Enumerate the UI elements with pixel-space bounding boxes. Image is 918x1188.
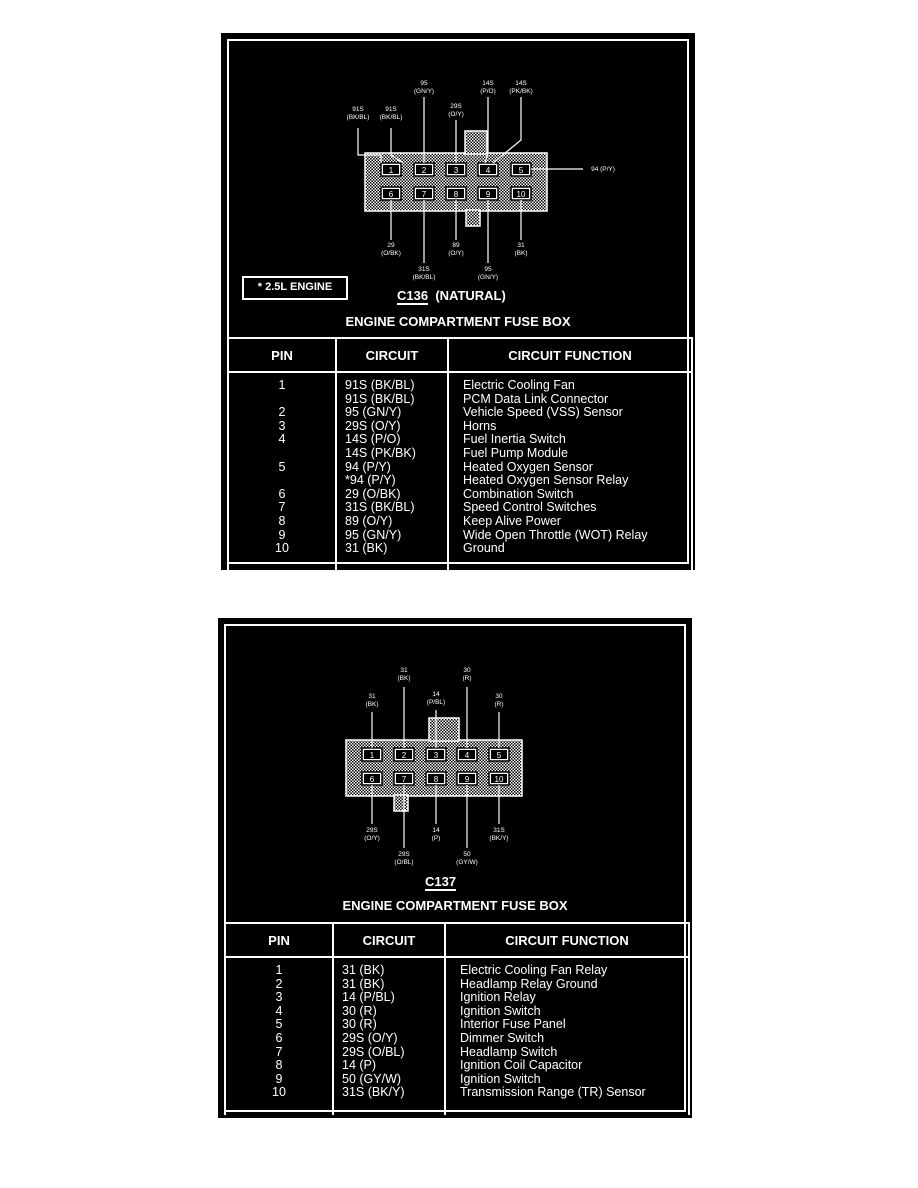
c136-pin-8 — [446, 187, 466, 200]
c136-pin-9 — [478, 187, 498, 200]
c137-connector-id: C137 — [425, 874, 457, 889]
table-cell: 3 — [275, 990, 283, 1005]
table-cell: 5 — [278, 459, 286, 474]
svg-text:7: 7 — [421, 190, 427, 199]
c137-key-top — [429, 718, 459, 741]
table-cell: Electric Cooling Fan — [463, 378, 575, 392]
c136-pin-5 — [511, 163, 531, 176]
c136-wire-label: (BK) — [514, 250, 528, 257]
table-cell: 10 — [275, 541, 289, 556]
c136-wire-label: 91S — [352, 106, 364, 113]
c136-wire-label: (GN/Y) — [477, 274, 499, 281]
svg-text:1: 1 — [388, 166, 394, 175]
c136-pin-6 — [381, 187, 401, 200]
c136-connector-suffix: (NATURAL) — [435, 288, 506, 303]
c137-wire-label: (P) — [431, 835, 441, 842]
table-cell: 95 (GN/Y) — [345, 527, 402, 542]
c136-wire-label: 91S — [385, 106, 397, 113]
svg-text:2: 2 — [421, 166, 427, 175]
table-cell: 31 (BK) — [342, 976, 385, 991]
table-cell: Vehicle Speed (VSS) Sensor — [463, 405, 623, 420]
table-cell: Ignition Switch — [460, 1071, 541, 1086]
c136-wire-label: 31S — [418, 266, 430, 273]
c136-wire-label: 95 — [484, 266, 492, 273]
table-cell: 29S (O/Y) — [345, 418, 401, 433]
c137-circuit-column — [333, 957, 445, 1115]
c137-pin-column — [225, 957, 333, 1115]
svg-text:8: 8 — [453, 190, 459, 199]
table-cell: Heated Oxygen Sensor — [463, 459, 593, 474]
c136-wire-label: (GN/Y) — [413, 88, 435, 95]
svg-text:9: 9 — [464, 775, 470, 784]
c136-panel — [221, 33, 695, 570]
svg-text:4: 4 — [485, 166, 491, 175]
c137-pin-10 — [489, 772, 509, 785]
table-cell: 10 — [272, 1085, 286, 1100]
svg-text:1: 1 — [369, 751, 375, 760]
c137-key-bottom — [394, 795, 408, 811]
c136-wire-label: 14S — [515, 80, 527, 87]
c137-wire-label: (R) — [494, 701, 504, 708]
table-cell: 31 (BK) — [342, 963, 385, 977]
c137-header-function: CIRCUIT FUNCTION — [445, 923, 689, 957]
c137-wire-label: 14 — [432, 691, 440, 698]
table-cell: Speed Control Switches — [463, 500, 597, 515]
table-cell: 91S (BK/BL) — [345, 391, 415, 406]
c136-header-function: CIRCUIT FUNCTION — [448, 338, 692, 372]
table-cell: 14 (P/BL) — [342, 990, 395, 1005]
table-cell: 1 — [278, 378, 286, 392]
c137-wire-label: 31 — [368, 693, 376, 700]
table-cell: 14S (PK/BK) — [345, 445, 416, 460]
table-cell: Ignition Relay — [460, 990, 536, 1005]
table-cell: Headlamp Relay Ground — [460, 976, 598, 991]
table-cell: 2 — [275, 976, 283, 991]
c137-location-title: ENGINE COMPARTMENT FUSE BOX — [342, 898, 568, 913]
table-cell: 4 — [275, 1003, 283, 1018]
c136-pin-table — [227, 337, 693, 570]
table-cell: 31S (BK/BL) — [345, 500, 415, 515]
svg-text:6: 6 — [369, 775, 375, 784]
table-cell: 14S (P/O) — [345, 432, 401, 447]
c137-pin-9 — [457, 772, 477, 785]
table-cell: Electric Cooling Fan Relay — [460, 963, 608, 977]
table-cell: 31 (BK) — [345, 541, 388, 556]
table-cell: 14 (P) — [342, 1058, 377, 1073]
c137-wire-label: (P/BL) — [426, 699, 446, 706]
table-cell: Horns — [463, 418, 497, 433]
table-cell: 95 (GN/Y) — [345, 405, 402, 420]
c137-wire-label: (O/BL) — [394, 859, 414, 866]
svg-text:4: 4 — [464, 751, 470, 760]
table-cell: 2 — [278, 405, 286, 420]
c137-wire-label: 29S — [398, 851, 410, 858]
table-cell: Ignition Coil Capacitor — [460, 1058, 583, 1073]
table-cell: Fuel Inertia Switch — [463, 432, 566, 447]
table-cell: 6 — [275, 1030, 283, 1045]
table-cell: 91S (BK/BL) — [345, 378, 415, 392]
c136-header-pin: PIN — [228, 338, 336, 372]
c137-wire-label: 14 — [432, 827, 440, 834]
c136-wire-label: 14S — [482, 80, 494, 87]
c137-function-column — [445, 957, 689, 1115]
table-cell: 50 (GY/W) — [342, 1071, 402, 1086]
c136-pin-2 — [414, 163, 434, 176]
c136-wire-label: (O/BK) — [381, 250, 401, 257]
table-cell: 3 — [278, 418, 286, 433]
c136-wire-label: 29S — [450, 103, 462, 110]
table-cell: 7 — [278, 500, 286, 515]
table-cell: 5 — [275, 1017, 283, 1032]
table-cell: 6 — [278, 486, 286, 501]
svg-text:5: 5 — [518, 166, 524, 175]
c137-wire-label: (BK/Y) — [489, 835, 509, 842]
c137-pin-2 — [394, 748, 414, 761]
svg-text:10: 10 — [494, 775, 504, 784]
svg-text:6: 6 — [388, 190, 394, 199]
table-cell: 89 (O/Y) — [345, 513, 393, 528]
table-cell: Ground — [463, 541, 505, 556]
table-cell: Wide Open Throttle (WOT) Relay — [463, 527, 648, 542]
svg-text:3: 3 — [433, 751, 439, 760]
c137-wire-label: (R) — [462, 675, 472, 682]
c137-pin-4 — [457, 748, 477, 761]
c137-wire-label: (BK) — [365, 701, 379, 708]
c137-pin-table — [224, 922, 690, 1115]
c137-wire-label: (O/Y) — [364, 835, 380, 842]
c137-wire-label: (GY/W) — [456, 859, 478, 866]
c136-wire-label: (BK/BL) — [346, 114, 370, 121]
c136-wire-label: 29 — [387, 242, 395, 249]
c136-wire-label: 95 — [420, 80, 428, 87]
table-cell — [230, 447, 334, 461]
c137-wire-label: 30 — [495, 693, 503, 700]
table-cell — [230, 474, 334, 488]
c136-wire-label: (O/Y) — [448, 111, 464, 118]
c136-location-title: ENGINE COMPARTMENT FUSE BOX — [345, 314, 571, 329]
c136-key-top — [465, 131, 487, 154]
table-cell: Transmission Range (TR) Sensor — [460, 1085, 646, 1100]
c137-wire-label: 31 — [400, 667, 408, 674]
c137-connector-diagram — [220, 620, 690, 880]
c137-wire-label: (BK) — [397, 675, 411, 682]
table-cell: *94 (P/Y) — [345, 473, 396, 488]
c136-header-circuit: CIRCUIT — [336, 338, 448, 372]
c136-pin-column — [228, 372, 336, 570]
svg-text:3: 3 — [453, 166, 459, 175]
table-cell: Headlamp Switch — [460, 1044, 558, 1059]
table-cell: 29 (O/BK) — [345, 486, 401, 501]
c137-wire-label: 30 — [463, 667, 471, 674]
table-cell: 8 — [275, 1058, 283, 1073]
c136-wire-label: 94 (P/Y) — [591, 166, 615, 173]
table-cell: Keep Alive Power — [463, 513, 561, 528]
table-cell: 30 (R) — [342, 1017, 377, 1032]
table-cell — [230, 393, 334, 407]
svg-text:7: 7 — [401, 775, 407, 784]
c137-pin-8 — [426, 772, 446, 785]
c136-wire-label: (PK/BK) — [509, 88, 533, 95]
table-cell: Heated Oxygen Sensor Relay — [463, 473, 629, 488]
c137-pin-1 — [362, 748, 382, 761]
table-cell: 4 — [278, 432, 286, 447]
c136-wire-label: 31 — [517, 242, 525, 249]
svg-text:9: 9 — [485, 190, 491, 199]
svg-text:8: 8 — [433, 775, 439, 784]
c137-wire-label: 29S — [366, 827, 378, 834]
table-cell: Fuel Pump Module — [463, 445, 568, 460]
c137-header-circuit: CIRCUIT — [333, 923, 445, 957]
table-cell: 1 — [275, 963, 283, 977]
c136-circuit-column — [336, 372, 448, 570]
c136-wire-label: 89 — [452, 242, 460, 249]
c136-connector-title — [397, 288, 506, 303]
c136-wire-label: (BK/BL) — [379, 114, 403, 121]
c137-wire-label: 50 — [463, 851, 471, 858]
c137-panel — [218, 618, 692, 1118]
c136-wire-label: (P/O) — [480, 88, 496, 95]
c136-wire-label: (O/Y) — [448, 250, 464, 257]
c137-pin-3 — [426, 748, 446, 761]
table-cell: Ignition Switch — [460, 1003, 541, 1018]
table-cell: PCM Data Link Connector — [463, 391, 609, 406]
table-cell: 9 — [275, 1071, 283, 1086]
c136-pin-1 — [381, 163, 401, 176]
c136-connector-id: C136 — [397, 288, 429, 303]
table-cell: Combination Switch — [463, 486, 574, 501]
c136-pin-10 — [511, 187, 531, 200]
c137-pin-5 — [489, 748, 509, 761]
c136-key-bottom — [466, 210, 480, 226]
c136-pin-7 — [414, 187, 434, 200]
c137-header-pin: PIN — [225, 923, 333, 957]
table-cell: 29S (O/BL) — [342, 1044, 405, 1059]
c136-wire-label: (BK/BL) — [412, 274, 436, 281]
svg-text:5: 5 — [496, 751, 502, 760]
svg-text:10: 10 — [516, 190, 526, 199]
c137-wire-label: 31S — [493, 827, 505, 834]
table-cell: 8 — [278, 513, 286, 528]
svg-text:2: 2 — [401, 751, 407, 760]
c137-pin-6 — [362, 772, 382, 785]
table-cell: Dimmer Switch — [460, 1030, 545, 1045]
table-cell: 9 — [278, 527, 286, 542]
table-cell: 29S (O/Y) — [342, 1030, 398, 1045]
c136-function-column — [448, 372, 692, 570]
table-cell: 31S (BK/Y) — [342, 1085, 405, 1100]
c137-connector-title — [425, 874, 456, 889]
table-cell: Interior Fuse Panel — [460, 1017, 566, 1032]
c136-engine-note: * 2.5L ENGINE — [242, 276, 348, 300]
table-cell: 30 (R) — [342, 1003, 377, 1018]
c137-pin-7 — [394, 772, 414, 785]
c136-pin-3 — [446, 163, 466, 176]
table-cell: 7 — [275, 1044, 283, 1059]
c136-pin-4 — [478, 163, 498, 176]
table-cell: 94 (P/Y) — [345, 459, 391, 474]
